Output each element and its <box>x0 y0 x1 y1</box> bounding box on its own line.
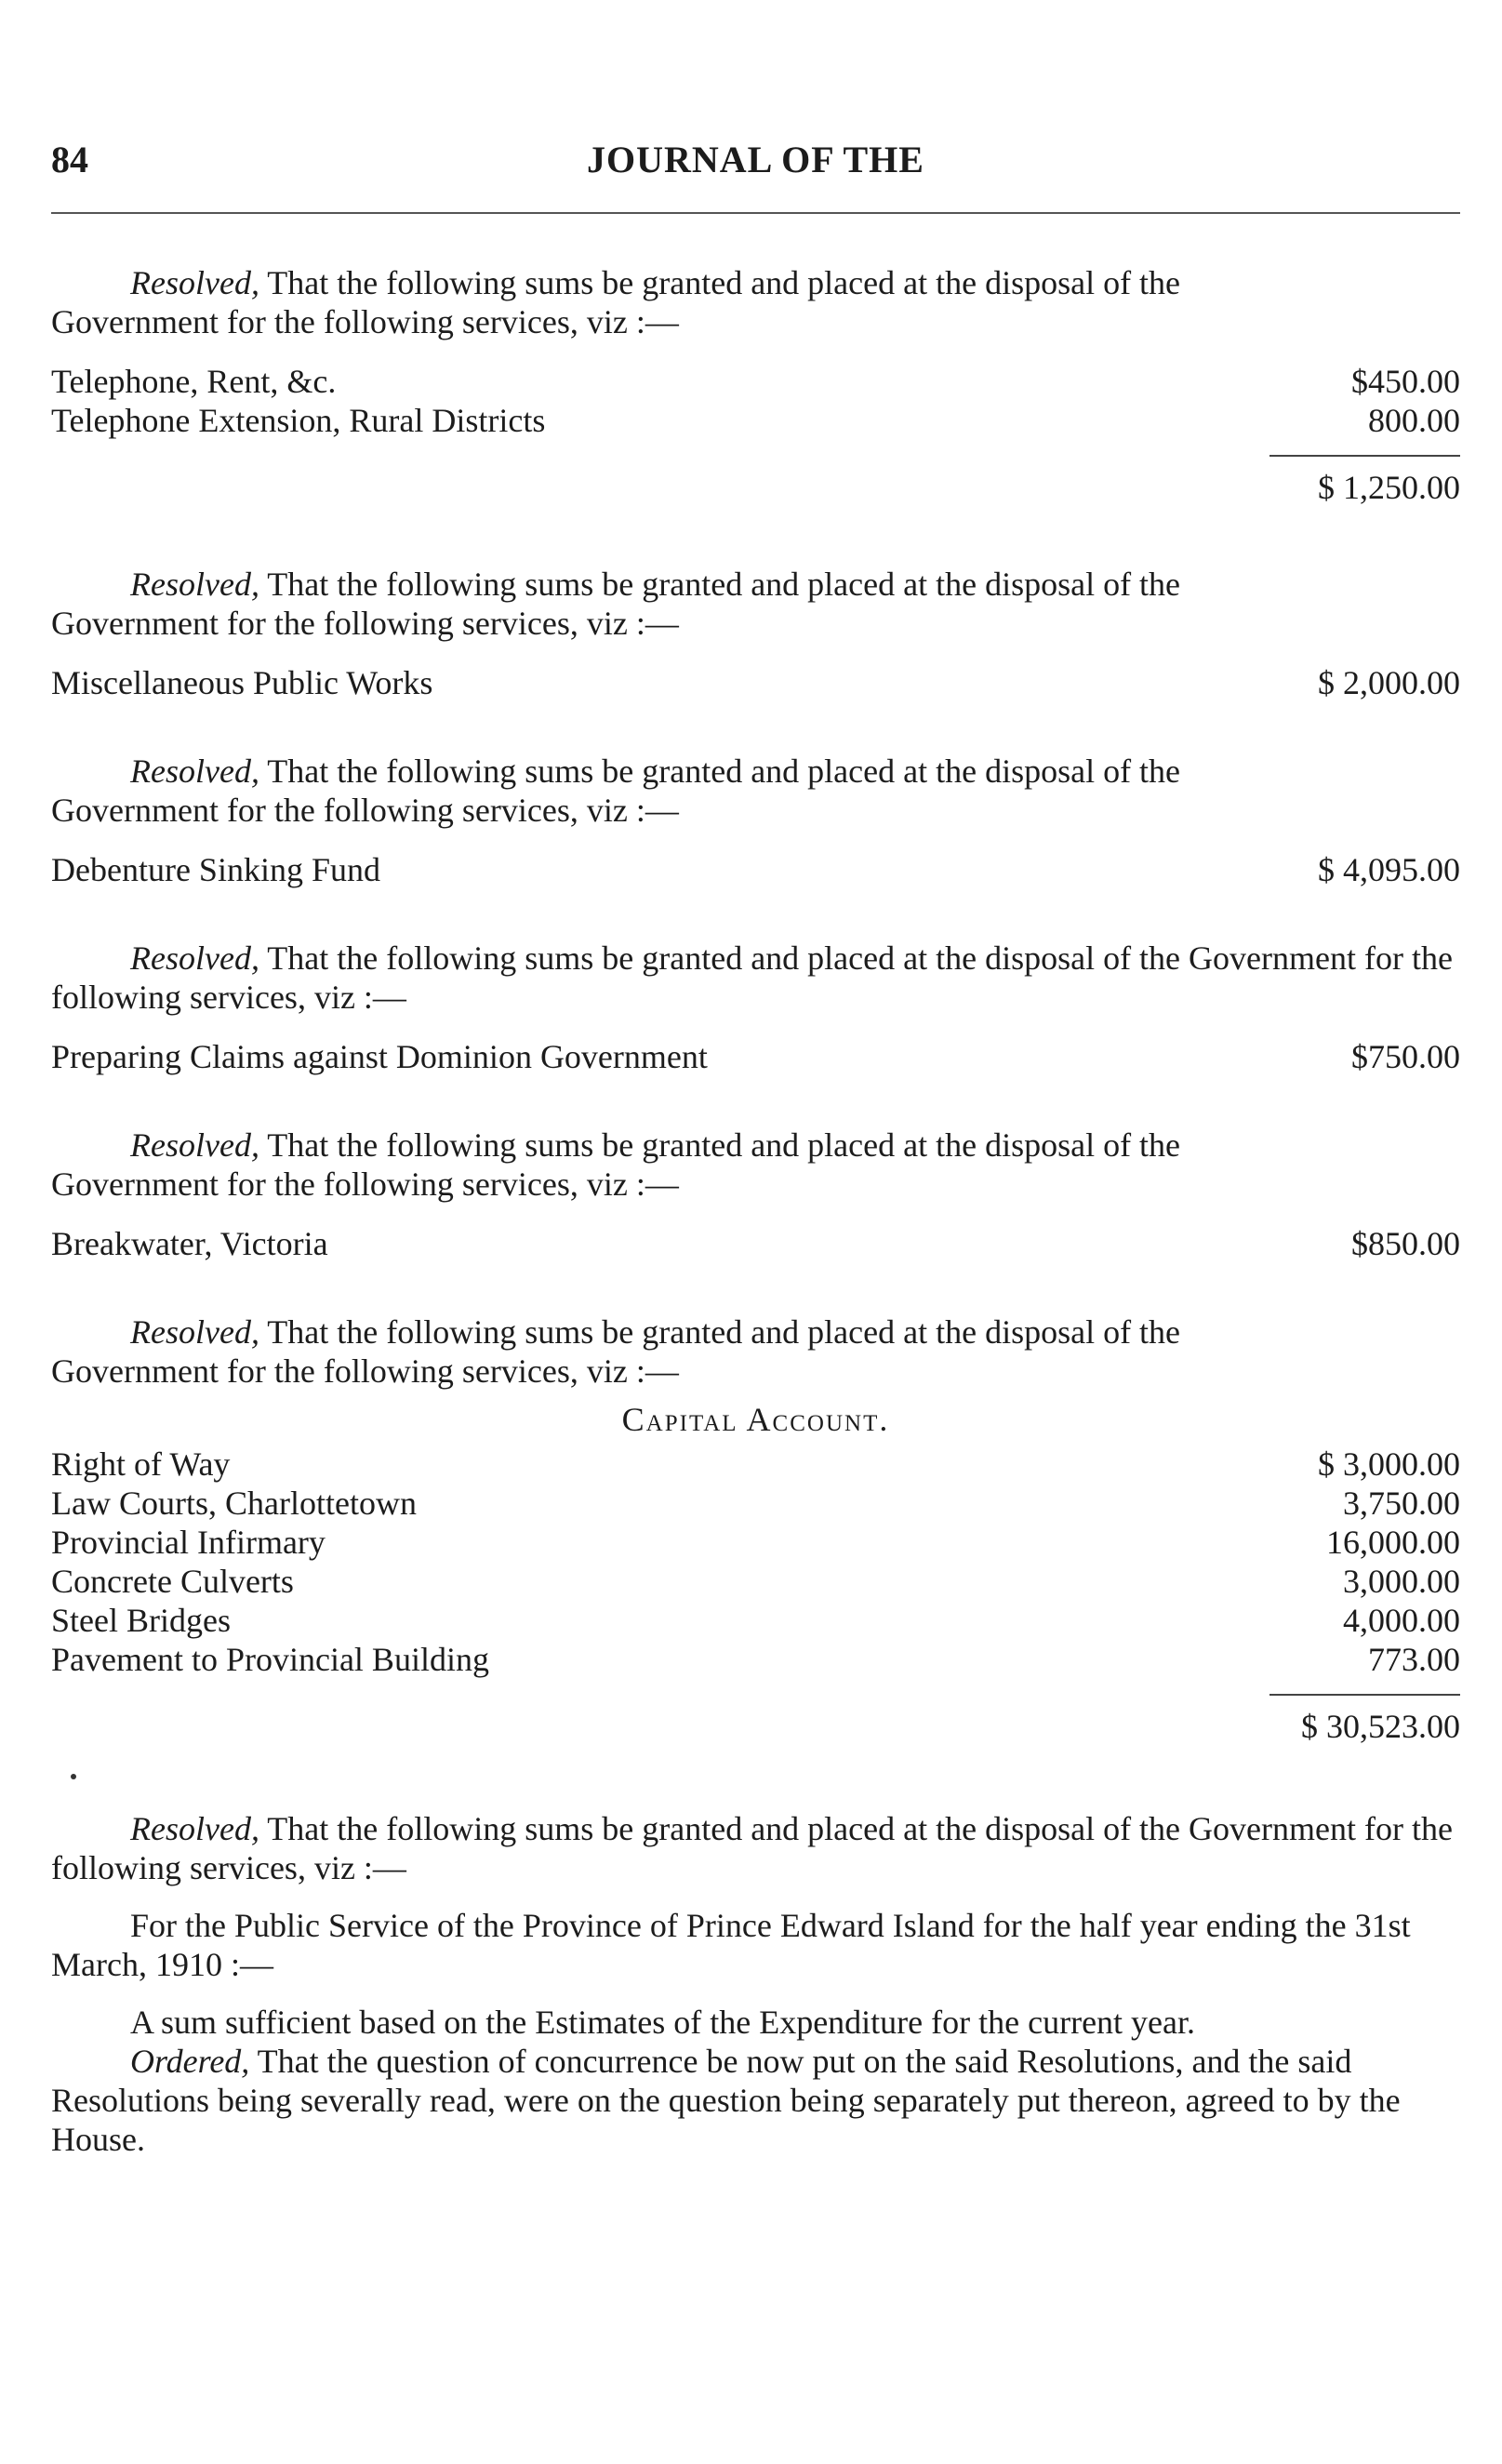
ordered-body: That the question of concurrence be now put on the said Resolutions, and the said Resolutions being severally read, were on the question being separately put thereon, agreed to by the House. <box>51 2043 1401 2158</box>
header-rule <box>51 212 1460 214</box>
item-label: Telephone Extension, Rural Districts <box>51 402 546 439</box>
resolution-text <box>51 1809 1460 1887</box>
item-label: Steel Bridges <box>51 1602 231 1639</box>
line-item <box>51 1601 1460 1640</box>
line-item <box>51 1445 1460 1484</box>
item-label: Concrete Culverts <box>51 1563 294 1600</box>
line-item <box>51 1523 1460 1562</box>
resolution-body: That the following sums be granted and placed at the disposal of the Government for the following services, viz :— <box>51 1810 1453 1886</box>
resolved-word: Resolved, <box>130 1126 259 1164</box>
item-label: Preparing Claims against Dominion Government <box>51 1038 708 1075</box>
section-heading: Capital Account. <box>621 1401 890 1438</box>
resolution-telephone <box>51 263 1460 507</box>
item-label: Law Courts, Charlottetown <box>51 1485 417 1522</box>
total-amount: $ 30,523.00 <box>1301 1708 1460 1745</box>
resolution-text <box>51 565 1293 643</box>
resolution-body: That the following sums be granted and placed at the disposal of the Government for the following services, viz :— <box>51 566 1181 642</box>
resolution-body: That the following sums be granted and placed at the disposal of the Government for the following services, viz :— <box>51 1313 1181 1390</box>
item-amount: 4,000.00 <box>1343 1602 1460 1639</box>
item-amount: $450.00 <box>1351 363 1460 400</box>
resolution-dominion-claims <box>51 939 1460 1076</box>
resolution-body: That the following sums be granted and placed at the disposal of the Government for the following services, viz :— <box>51 264 1181 340</box>
item-label: Breakwater, Victoria <box>51 1225 328 1262</box>
item-label: Pavement to Provincial Building <box>51 1641 489 1678</box>
total-amount: $ 1,250.00 <box>1318 469 1460 506</box>
line-item <box>51 850 1460 889</box>
resolution-breakwater <box>51 1125 1460 1263</box>
item-amount: 773.00 <box>1368 1641 1460 1678</box>
resolved-word: Resolved, <box>130 264 259 301</box>
running-title: JOURNAL OF THE <box>587 139 924 180</box>
stray-mark <box>71 1774 76 1779</box>
resolved-word: Resolved, <box>130 1810 259 1847</box>
sum-sufficient-text: A sum sufficient based on the Estimates of the Expenditure for the current year. <box>130 2004 1196 2041</box>
item-amount: $ 4,095.00 <box>1318 851 1460 888</box>
resolution-text <box>51 1125 1293 1204</box>
public-service-text: For the Public Service of the Province of Prince Edward Island for the half year ending the 31st March, 1910 :— <box>51 1907 1411 1983</box>
resolution-capital-account <box>51 1312 1460 1746</box>
item-label: Debenture Sinking Fund <box>51 851 380 888</box>
page-header <box>51 138 1460 193</box>
resolved-word: Resolved, <box>130 1313 259 1351</box>
line-item <box>51 1640 1460 1679</box>
line-item <box>51 1224 1460 1263</box>
line-item <box>51 401 1460 440</box>
resolution-body: That the following sums be granted and placed at the disposal of the Government for the following services, viz :— <box>51 1126 1181 1203</box>
item-amount: $850.00 <box>1351 1225 1460 1262</box>
resolved-word: Resolved, <box>130 566 259 603</box>
item-amount: $750.00 <box>1351 1038 1460 1075</box>
resolution-body: That the following sums be granted and placed at the disposal of the Government for the following services, viz :— <box>51 753 1181 829</box>
line-item <box>51 663 1460 702</box>
page-number: 84 <box>51 139 88 180</box>
line-item <box>51 1562 1460 1601</box>
line-item <box>51 1037 1460 1076</box>
item-amount: 800.00 <box>1368 402 1460 439</box>
resolved-word: Resolved, <box>130 939 259 977</box>
resolution-text <box>51 1312 1293 1391</box>
item-label: Telephone, Rent, &c. <box>51 363 337 400</box>
item-label: Miscellaneous Public Works <box>51 664 433 701</box>
item-label: Right of Way <box>51 1445 231 1483</box>
resolution-text <box>51 263 1293 341</box>
line-item <box>51 1484 1460 1523</box>
item-amount: 3,750.00 <box>1343 1485 1460 1522</box>
resolution-body: That the following sums be granted and placed at the disposal of the Government for the following services, viz :— <box>51 939 1453 1016</box>
item-amount: 3,000.00 <box>1343 1563 1460 1600</box>
resolution-public-service <box>51 1809 1460 2159</box>
resolved-word: Resolved, <box>130 753 259 790</box>
resolution-sinking-fund <box>51 752 1460 889</box>
item-amount: $ 3,000.00 <box>1318 1445 1460 1483</box>
item-label: Provincial Infirmary <box>51 1524 326 1561</box>
resolution-public-works <box>51 565 1460 702</box>
item-amount: $ 2,000.00 <box>1318 664 1460 701</box>
resolution-text <box>51 752 1293 830</box>
line-item <box>51 362 1460 401</box>
ordered-text <box>51 2042 1460 2159</box>
ordered-word: Ordered, <box>130 2043 250 2080</box>
item-amount: 16,000.00 <box>1326 1524 1460 1561</box>
resolution-text <box>51 939 1460 1017</box>
